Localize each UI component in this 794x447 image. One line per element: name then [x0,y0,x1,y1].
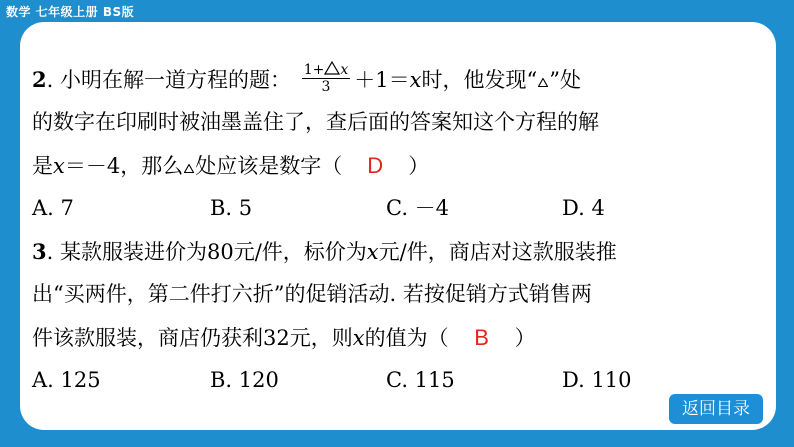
q3-line3-var: x [352,326,365,350]
q3-close-paren: ） [514,326,536,350]
fraction-denominator: 3 [321,78,331,95]
q2-line3-b: ＝－4，那么 [64,154,184,178]
q2-close-paren: ） [408,154,430,178]
q2-text-c: 时，他发现“ [421,68,538,92]
q3-line3-a: 件该款服装，商店仍获利32元，则 [32,326,353,350]
return-to-contents-button[interactable]: 返回目录 [669,394,763,424]
small-triangle-icon [538,78,548,87]
q2-text-d: ”处 [549,68,581,92]
q2-number: 2 [32,67,47,92]
q2-text-b: ＋1＝ [354,68,410,92]
q3-option-c: C. 115 [386,368,455,392]
q3-option-a: A. 125 [32,368,101,392]
q3-options [32,359,772,402]
q3-line-2: 出“买两件，第二件打六折”的促销活动. 若按促销方式销售两 [32,282,592,306]
q2-line-3 [32,144,772,187]
q2-var-x: x [409,68,422,92]
q3-answer: B [474,325,489,350]
q3-option-d: D. 110 [562,368,632,392]
q2-line3-c: 处应该是数字（ [195,154,343,178]
q2-line3-a: 是 [32,154,53,178]
q2-text-a: 小明在解一道方程的题： [53,68,291,92]
q2-option-c: C. －4 [386,196,450,220]
q3-line1-a: 某款服装进价为80元/件，标价为 [53,240,367,264]
q3-number-dot: . [46,240,54,264]
q2-line-1 [32,58,772,101]
triangle-icon [324,61,340,75]
q3-var-x: x [366,240,379,264]
question-area [32,58,772,402]
small-triangle-icon [184,164,194,173]
fraction-numerator [302,61,351,79]
equation-fraction [302,61,351,95]
q3-answer-slot [449,316,515,360]
q2-option-d: D. 4 [562,196,605,220]
q3-line-1 [32,230,772,273]
numerator-prefix: 1+ [303,61,325,78]
q2-line3-var: x [53,154,65,178]
numerator-var: x [340,61,349,78]
q3-number: 3 [32,239,47,264]
q3-line-3 [32,316,772,359]
q2-option-b: B. 5 [210,196,253,220]
q2-answer: D [367,153,384,178]
q3-line3-b: 的值为（ [364,326,449,350]
q2-options [32,187,772,230]
textbook-label: 数学 七年级上册 BS版 [6,5,135,19]
q2-answer-slot [342,144,408,188]
q3-option-b: B. 120 [210,368,279,392]
q2-option-a: A. 7 [32,196,74,220]
q2-line-2: 的数字在印刷时被油墨盖住了，查后面的答案知这个方程的解 [32,110,599,134]
q2-number-dot: . [46,68,54,92]
q3-line1-b: 元/件，商店对这款服装推 [378,240,617,264]
